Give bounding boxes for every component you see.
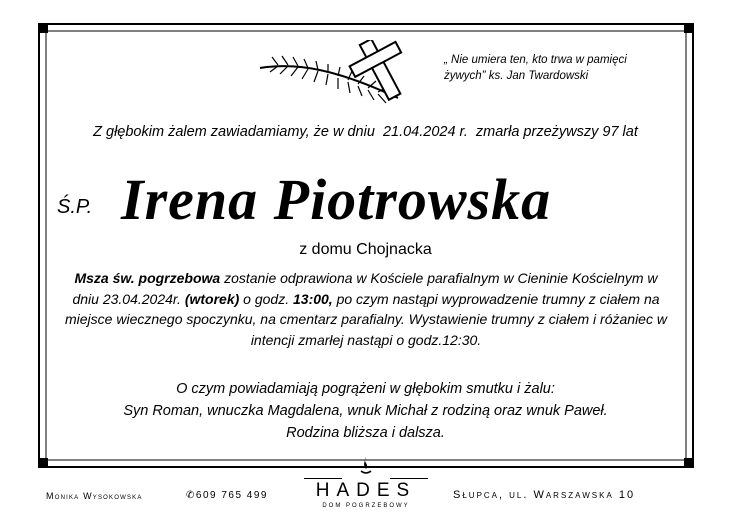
brand-name: HADES [315,480,417,501]
death-announcement [0,124,731,140]
address: Słupca, ul. Warszawska 10 [453,489,636,501]
mourners [0,378,731,444]
funeral-info-text-3: po czym nastąpi wyprowadzenie trumny z ciałem na miejsce wiecznego spoczynku, na cmentarz parafialny. Wystawienie trumny z ciałem i różaniec w intencji zmarłej nastąpi o godz.12:30. [65,290,667,348]
contact-name: Monika Wysokowska [46,491,143,501]
funeral-info-text-1: zostanie odprawiona w Kościele parafialnym w Cieninie Kościelnym w dniu 23.04.2024r. [72,270,658,307]
funeral-info-text-2: o godz. [243,290,290,307]
funeral-time: 13:00, [293,290,333,307]
cross-with-palm-icon [258,40,408,110]
deceased-name: Irena Piotrowska [121,167,552,232]
logo-rule-right [390,478,428,479]
brand-subtitle: DOM POGRZEBOWY [322,503,410,509]
announcement-prefix: Z głębokim żalem zawiadamiamy, że w dniu [93,124,375,140]
contact-phone: ✆609 765 499 [186,490,268,501]
mourners-family: Syn Roman, wnuczka Magdalena, wnuk Michał z rodziną oraz wnuk Paweł. [123,403,608,419]
quote-line-1: „ Nie umiera ten, kto trwa w pamięci [444,54,627,66]
funeral-weekday: (wtorek) [184,290,240,307]
sp-title: Ś.P. [57,196,93,218]
mass-label: Msza św. pogrzebowa [74,270,221,286]
quote-line-2: żywych” ks. Jan Twardowski [444,70,589,82]
mourners-relatives: Rodzina bliższa i dalsza. [286,425,445,441]
maiden-name: z domu Chojnacka [299,241,432,258]
death-date: 21.04.2024 r. [382,124,468,140]
announcement-suffix: zmarła przeżywszy 97 lat [475,124,638,140]
logo-rule-left [304,478,342,479]
mourners-intro: O czym powiadamiają pogrążeni w głębokim smutku i żalu: [176,381,555,397]
hades-logo [300,456,432,512]
quote [444,52,627,84]
flame-icon [359,456,373,474]
funeral-info [62,268,670,350]
